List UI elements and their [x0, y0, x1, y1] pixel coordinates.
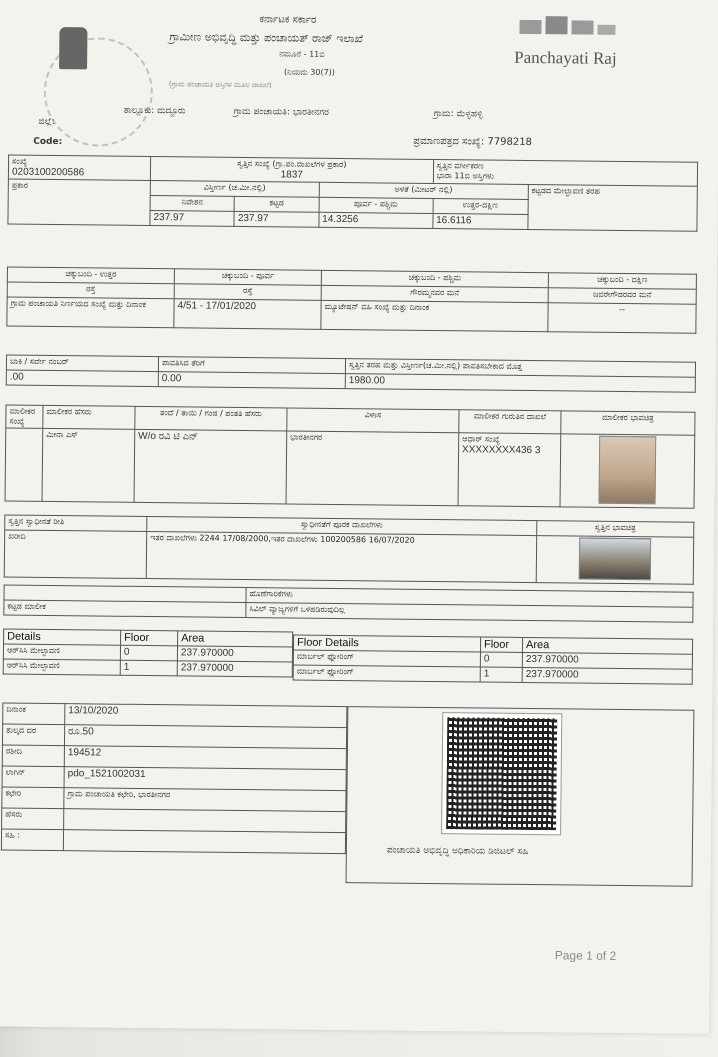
asset-no-label: ಸ್ವತ್ತಿನ ಸಂಖ್ಯೆ (ಗ್ರಾ.ಪಂ.ದಾಖಲೆಗಳ ಪ್ರಕಾರ) [237, 158, 347, 170]
dept-title: ಗ್ರಾಮೀಣ ಅಭಿವೃದ್ಧಿ ಮತ್ತು ಪಂಚಾಯತ್ ರಾಜ್ ಇಲಾಖೆ [169, 30, 363, 46]
asset-no: 1837 [280, 169, 303, 181]
survey-label: ಸರ್ವೇ ನಂಬರ್ [29, 356, 69, 367]
tax-label: ಪಾವತಿಸಿದ ತೆರಿಗೆ [158, 357, 345, 374]
form-number: ನಮೂನೆ - 11ಬಿ [279, 49, 325, 59]
pdo-label: ಲಾಗಿನ್ [2, 766, 64, 788]
floor-right-r1c1: 1 [480, 667, 522, 682]
owner-relation: W/o ರವಿ ಟಿ ಎನ್ [134, 429, 287, 504]
digital-sign-label: ಪಂಚಾಯತಿ ಅಭಿವೃದ್ಧಿ ಅಧಿಕಾರಿಯ ಡಿಜಿಟಲ್ ಸಹಿ [386, 845, 529, 858]
floor-right-r1c2: 237.970000 [522, 667, 692, 684]
fee-label: ಶುಲ್ಕದ ದರ [2, 724, 64, 746]
east-label: ಚಕ್ಕುಬಂದಿ - ಪೂರ್ವ [174, 269, 321, 286]
owner-photo [599, 436, 657, 505]
floor-left-r1c2: 237.970000 [177, 661, 292, 677]
office-value: ಗ್ರಾಮ ಪಂಚಾಯತಿ ಕಛೇರಿ, ಭಾರತೀನಗರ [64, 788, 346, 812]
receipt-value: 194512 [64, 746, 346, 770]
class-value: ಭಾರಾ 11ಬಿ ಅಸ್ತಿಗಳು [436, 171, 495, 181]
floor-right-r0c2: 237.970000 [522, 652, 692, 669]
mutation-value: -- [548, 303, 696, 334]
floor-right-r0c0: ಮಾರ್ಬಲ್ ಫ್ಲೋರಿಂಗ್ [293, 650, 480, 667]
ownership-table [4, 515, 695, 585]
rule-number: (ನಿಯಮ 30(7)) [283, 67, 336, 77]
tax-table: ಬಾಕಿ / ಸರ್ವೇ ನಂಬರ್ ಪಾವತಿಸಿದ ತೆರಿಗೆ ಸ್ವತ್ತಿನ ತರಹ ಮತ್ತು ವಿಸ್ತೀರ್ಣ(ಚ.ಮೀ.ನಲ್ಲಿ) ಪಾವತಿಸಬೇಕಾದ ಮೊತ್ತ .00 0.00 1980.00 [6, 355, 696, 393]
east-value: ರಸ್ತೆ [174, 284, 321, 301]
state-emblem-icon [59, 27, 87, 69]
floor-table-right [293, 635, 693, 685]
ownership-mode: ಖರೀದಿ [4, 530, 146, 578]
site-label: ನಿವೇಶನ [181, 197, 203, 207]
floor-left-h0: Details [4, 629, 121, 645]
address-label: ವಿಳಾಸ [287, 408, 459, 433]
floor-right-h2: Area [522, 637, 692, 654]
floor-left-h2: Area [178, 631, 293, 647]
south-value: ಜವರೇಗೌಡರವರ ಮನೆ [548, 288, 696, 305]
name-label: ಹೆಸರು [2, 808, 64, 830]
page-number: Page 1 of 2 [554, 948, 617, 963]
village-label: ಗ್ರಾಮ: ಮೆಳ್ಳಹಳ್ಳಿ [433, 108, 483, 120]
gp-label: ಗ್ರಾಮ ಪಂಚಾಯತಿ: ಭಾರತೀನಗರ [233, 106, 329, 118]
liabilities-text: ಸಿವಿಲ್ ವ್ಯಾಜ್ಯಗಳಿಗೆ ಒಳಪಡಿರುವುದಿಲ್ಲ [246, 603, 693, 623]
floor-left-r0c1: 0 [120, 645, 177, 661]
ew-value: 14.3256 [319, 212, 433, 228]
form-subtitle: (ಗ್ರಾಮ ಪಂಚಾಯತಿ ಅಸ್ತಿಗಳ ಮೂಲ ದಾಖಲೆ) [168, 80, 272, 90]
property-table [7, 155, 698, 232]
owner-table [5, 405, 696, 509]
west-label: ಚಕ್ಕುಬಂದಿ - ಪಶ್ಚಿಮ [321, 270, 548, 287]
south-label: ಚಕ್ಕುಬಂದಿ - ದಕ್ಷಿಣ [548, 273, 696, 290]
footer-table [1, 703, 348, 855]
brand-text: Panchayati Raj [514, 47, 617, 68]
property-value: 1980.00 [345, 374, 695, 393]
ns-label: ಉತ್ತರ-ದಕ್ಷಿಣ [462, 200, 499, 210]
panchayati-raj-logo [519, 10, 619, 41]
code-label: Code: [33, 136, 63, 148]
aadhaar-number: XXXXXXXX436 3 [462, 444, 541, 457]
floor-left-r1c0: ಆರ್‌ಸಿಸಿ ಮೇಲ್ಛಾವಣಿ [3, 659, 120, 675]
north-label: ಚಕ್ಕುಬಂದಿ - ಉತ್ತರ [7, 267, 174, 284]
floor-left-h1: Floor [121, 630, 178, 646]
owner-address: ಭಾರತೀನಗರ [286, 431, 459, 506]
class-label: ಸ್ವತ್ತಿನ ವರ್ಗೀಕರಣ [436, 161, 484, 171]
date-label: ದಿನಾಂಕ [3, 703, 65, 725]
govt-title: ಕರ್ನಾಟಕ ಸರ್ಕಾರ [259, 14, 317, 26]
relation-label: ತಂದೆ / ತಾಯಿ / ಗಂಡ / ಪಂತತಿ ಹೆಸರು [135, 406, 287, 431]
floor-table-left [3, 629, 293, 678]
dims-label: ಅಳತೆ (ಮೀಟರ್ ನಲ್ಲಿ) [394, 184, 453, 195]
owner-name-label: ಮಾಲೀಕರ ಹೆಸರು [43, 405, 135, 429]
area-label: ವಿಸ್ತೀರ್ಣ (ಚ.ಮೀ.ನಲ್ಲಿ) [203, 182, 266, 193]
fee-value: ರೂ.50 [64, 725, 346, 749]
ew-label: ಪೂರ್ವ - ಪಶ್ಚಿಮ [353, 199, 398, 209]
aadhaar-label: ಆಧಾರ್ ಸಂಖ್ಯೆ [462, 434, 500, 444]
qr-code[interactable] [442, 713, 561, 834]
receipt-label: ರಶೀದಿ [2, 745, 64, 767]
property-photo-label: ಸ್ವತ್ತಿನ ಭಾವಚಿತ್ರ [537, 521, 694, 538]
floor-left-r0c2: 237.970000 [177, 646, 292, 662]
floor-right-r1c0: ಮಾರ್ಬಲ್ ಫ್ಲೋರಿಂಗ್ [293, 665, 480, 682]
west-value: ಗೌರಮ್ಮನವರ ಮನೆ [321, 285, 548, 302]
site-area: 237.97 [150, 211, 234, 227]
floor-right-h1: Floor [480, 637, 522, 652]
liabilities-label: ಹೊಣೆಗಾರಿಕೆಗಳು [246, 588, 693, 608]
owner-name: ಮೀನಾ ಎಸ್ [42, 428, 135, 502]
id-doc-label: ಮಾಲೀಕರ ಗುರುತಿನ ದಾಖಲೆ [459, 410, 561, 434]
digital-signature-box [346, 706, 695, 887]
district-label: ಜಿಲ್ಲೆ: [38, 116, 55, 128]
owner-photo-label: ಮಾಲೀಕರ ಭಾವಚಿತ್ರ [561, 411, 695, 435]
boundary-table [6, 267, 697, 334]
building-area: 237.97 [234, 211, 318, 227]
table-row [293, 665, 692, 684]
floor-left-r0c0: ಆರ್‌ಸಿಸಿ ಮೇಲ್ಛಾವಣಿ [3, 644, 120, 660]
office-label: ಕಛೇರಿ [2, 787, 64, 809]
floor-right-h0: Floor Details [293, 635, 480, 652]
value-label: ಸ್ವತ್ತಿನ ತರಹ ಮತ್ತು ವಿಸ್ತೀರ್ಣ(ಚ.ಮೀ.ನಲ್ಲಿ) ಪಾವತಿಸಬೇಕಾದ ಮೊತ್ತ [345, 359, 695, 378]
property-photo [579, 538, 651, 581]
north-value: ರಸ್ತೆ [7, 282, 174, 299]
taluk-label: ತಾಲ್ಲೂಕು: ಮದ್ದೂರು [123, 105, 186, 117]
certificate-number: ಪ್ರಮಾಣಪತ್ರದ ಸಂಖ್ಯೆ: 7798218 [413, 135, 533, 149]
tax-value: 0.00 [158, 372, 345, 389]
floor-left-r1c1: 1 [120, 660, 177, 676]
ownership-mode-label: ಸ್ವತ್ತಿನ ಸ್ವಾಧೀನತೆ ರೀತಿ [5, 515, 147, 531]
property-id: 0203100200586 [11, 166, 85, 179]
cess-label: ಬಾಕಿ [9, 356, 23, 366]
floor-right-r0c1: 0 [480, 652, 522, 667]
resolution-label: ಗ್ರಾಮ ಪಂಚಾಯತಿ ನಿರ್ಣಯದ ಸಂಖ್ಯೆ ಮತ್ತು ದಿನಾಂಕ [7, 297, 174, 328]
building-label: ಕಟ್ಟಡ [269, 198, 284, 208]
mutation-label: ಮ್ಯೂಟೇಷನ್ ವಹಿ ಸಂಖ್ಯೆ ಮತ್ತು ದಿನಾಂಕ [321, 300, 548, 331]
cess-value: .00 [6, 370, 158, 387]
sign-label: ಸಹಿ : [1, 829, 63, 851]
ownership-docs-label: ಸ್ವಾಧೀನತೆಗೆ ಪೂರಕ ದಾಖಲೆಗಳು [147, 517, 537, 536]
id-label: ಸಂಖ್ಯೆ [12, 156, 28, 166]
ownership-docs: ಇತರ ದಾಖಲೆಗಳು 2244 17/08/2000,ಇತರ ದಾಖಲೆಗಳು 100200586 16/07/2020 [146, 532, 536, 583]
pdo-value: pdo_1521002031 [64, 767, 346, 791]
date-value: 13/10/2020 [65, 704, 347, 728]
bldg-type-label: ಕಟ್ಟಡದ ಮೇಲ್ಛಾವಣಿ ತರಹ [531, 186, 601, 196]
liabilities-table [3, 585, 693, 623]
resolution-value: 4/51 - 17/01/2020 [174, 299, 321, 330]
building-owner-label: ಕಟ್ಟಡ ಮಾಲೀಕ [4, 600, 246, 618]
table-row [3, 659, 292, 677]
type-label: ಪ್ರಕಾರ [11, 180, 29, 190]
ns-value: 16.6116 [433, 213, 528, 229]
owner-no-label: ಮಾಲೀಕರ ಸಂಖ್ಯೆ [6, 405, 43, 428]
